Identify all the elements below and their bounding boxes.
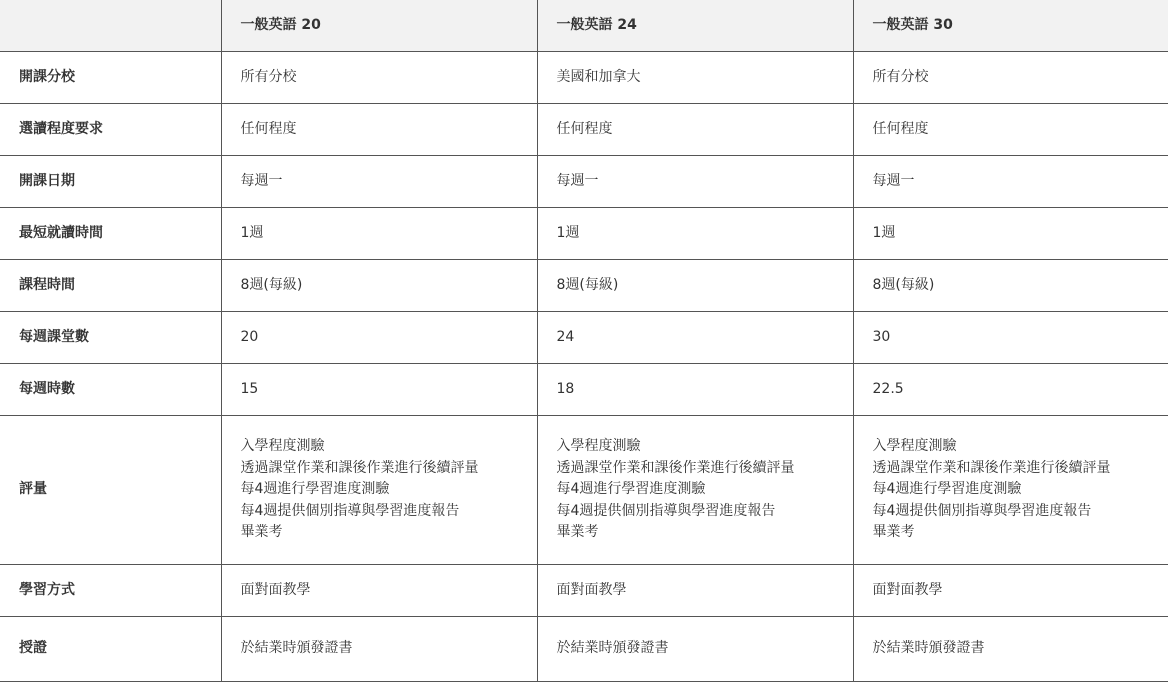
table-cell: 所有分校 — [853, 52, 1168, 104]
table-row-minimum-duration — [0, 208, 1168, 260]
assessment-line: 每4週提供個別指導與學習進度報告 — [240, 502, 460, 519]
table-cell: 所有分校 — [221, 52, 537, 104]
assessment-line: 每4週提供個別指導與學習進度報告 — [556, 502, 776, 519]
assessment-line: 透過課堂作業和課後作業進行後續評量 — [556, 459, 795, 476]
table-row-hours-per-week — [0, 364, 1168, 416]
assessment-line: 透過課堂作業和課後作業進行後續評量 — [872, 459, 1111, 476]
header-row — [0, 0, 1168, 52]
assessment-line: 透過課堂作業和課後作業進行後續評量 — [240, 459, 479, 476]
table-row-assessment — [0, 416, 1168, 565]
table-row-learning-mode — [0, 565, 1168, 617]
table-cell: 面對面教學 — [537, 565, 853, 617]
assessment-line: 入學程度測驗 — [556, 438, 641, 455]
column-header-general-english-30: 一般英語 30 — [853, 0, 1168, 52]
assessment-line: 畢業考 — [872, 524, 915, 541]
assessment-line: 每4週提供個別指導與學習進度報告 — [872, 502, 1092, 519]
table-cell: 22.5 — [853, 364, 1168, 416]
table-row-course-length — [0, 260, 1168, 312]
table-cell: 於結業時頒發證書 — [537, 617, 853, 682]
table-cell: 於結業時頒發證書 — [853, 617, 1168, 682]
table-cell: 1週 — [221, 208, 537, 260]
table-row-level-requirement — [0, 104, 1168, 156]
table-cell: 任何程度 — [221, 104, 537, 156]
table-row-certification — [0, 617, 1168, 682]
row-label: 開課日期 — [0, 156, 221, 208]
column-header-general-english-24: 一般英語 24 — [537, 0, 853, 52]
header-corner-cell — [0, 0, 221, 52]
assessment-line: 入學程度測驗 — [240, 438, 325, 455]
table-row-campuses — [0, 52, 1168, 104]
table-cell: 8週(每級) — [853, 260, 1168, 312]
table-cell: 每週一 — [221, 156, 537, 208]
table-cell: 每週一 — [537, 156, 853, 208]
table-cell: 美國和加拿大 — [537, 52, 853, 104]
table-cell: 18 — [537, 364, 853, 416]
table-cell: 面對面教學 — [221, 565, 537, 617]
table-cell: 8週(每級) — [537, 260, 853, 312]
assessment-line: 畢業考 — [556, 524, 599, 541]
row-label: 課程時間 — [0, 260, 221, 312]
assessment-line: 入學程度測驗 — [872, 438, 957, 455]
table-cell: 任何程度 — [537, 104, 853, 156]
table-cell: 24 — [537, 312, 853, 364]
table-cell: 面對面教學 — [853, 565, 1168, 617]
table-cell-multiline — [853, 416, 1168, 565]
assessment-line: 每4週進行學習進度測驗 — [556, 481, 706, 498]
table-cell: 15 — [221, 364, 537, 416]
assessment-line: 每4週進行學習進度測驗 — [240, 481, 390, 498]
column-header-general-english-20: 一般英語 20 — [221, 0, 537, 52]
table-row-lessons-per-week — [0, 312, 1168, 364]
row-label: 開課分校 — [0, 52, 221, 104]
table-cell: 每週一 — [853, 156, 1168, 208]
table-cell: 1週 — [853, 208, 1168, 260]
assessment-line: 每4週進行學習進度測驗 — [872, 481, 1022, 498]
table-cell-multiline — [537, 416, 853, 565]
table-cell: 8週(每級) — [221, 260, 537, 312]
row-label: 評量 — [0, 416, 221, 565]
row-label: 每週課堂數 — [0, 312, 221, 364]
table-cell: 1週 — [537, 208, 853, 260]
table-cell: 20 — [221, 312, 537, 364]
row-label: 每週時數 — [0, 364, 221, 416]
table-row-start-dates — [0, 156, 1168, 208]
table-cell: 於結業時頒發證書 — [221, 617, 537, 682]
table-cell: 任何程度 — [853, 104, 1168, 156]
assessment-line: 畢業考 — [240, 524, 283, 541]
table-cell: 30 — [853, 312, 1168, 364]
row-label: 最短就讀時間 — [0, 208, 221, 260]
row-label: 授證 — [0, 617, 221, 682]
table-cell-multiline — [221, 416, 537, 565]
row-label: 學習方式 — [0, 565, 221, 617]
row-label: 選讀程度要求 — [0, 104, 221, 156]
